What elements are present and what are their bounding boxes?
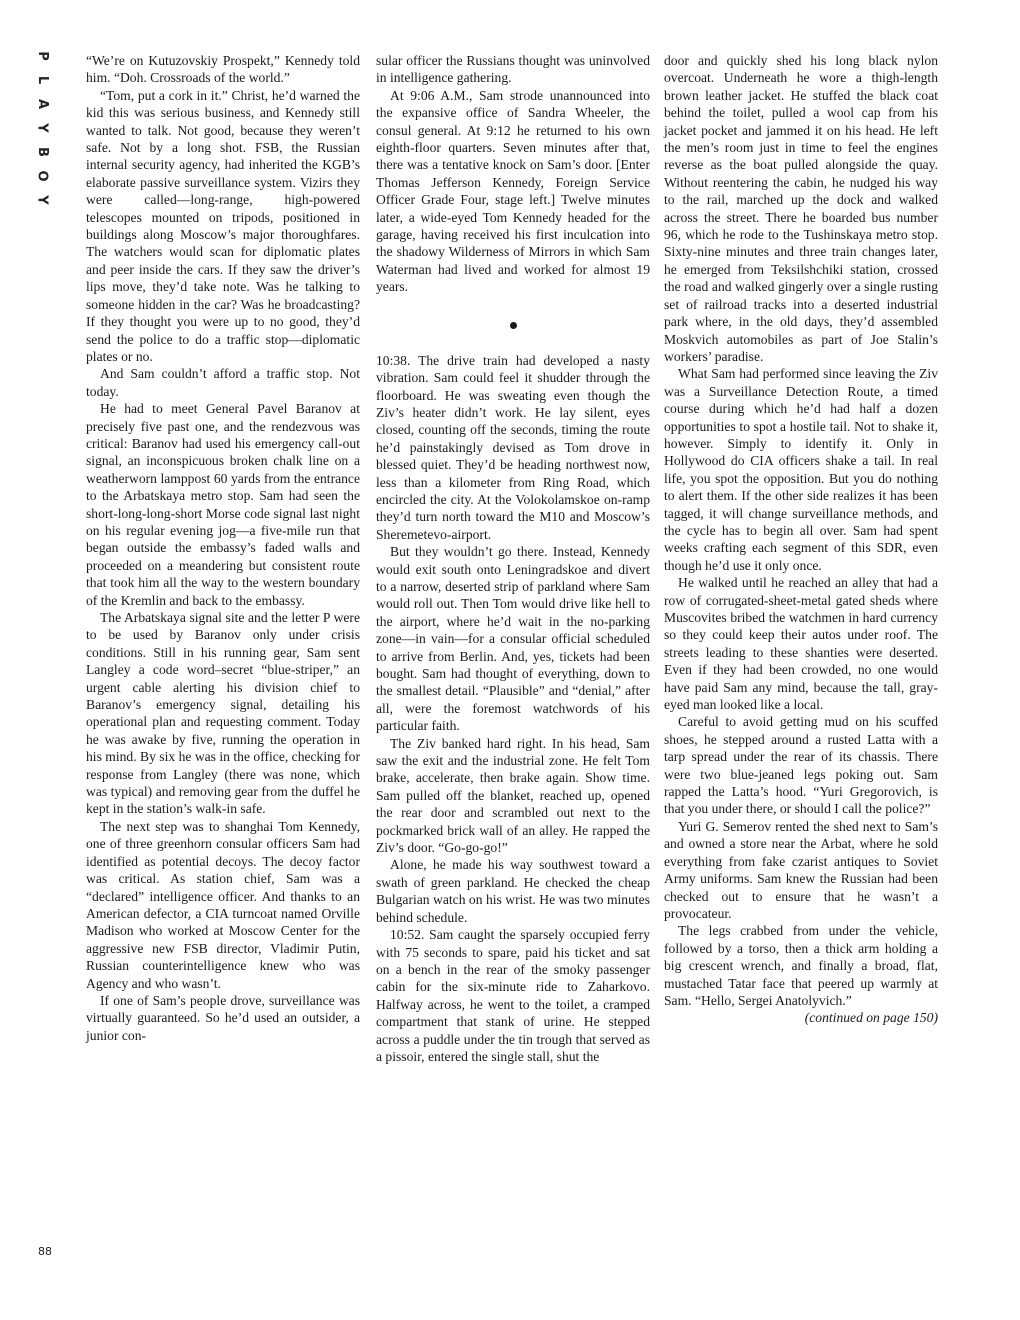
paragraph: What Sam had performed since leaving the Ziv was a Surveillance Detection Route, a timed course during which he’d had half a dozen opportunities to spot a hostile tail. Not to shake it, however. Simply to identify it. Only in Hollywood do CIA officers shake a tail. In real life, you spot the opposition. But you do nothing to alert them. If the other side realizes it has been tagged, it will change surveillance methods, and the cycle has to begin all over. Sam had spent weeks crafting each segment of this SDR, even though he’d use it only once. xyxy=(664,366,938,573)
continued-note: (continued on page 150) xyxy=(804,1010,938,1026)
paragraph: He had to meet General Pavel Baranov at precisely five past one, and the rendezvous was critical: Baranov had used his emergency call-out signal, an inconspicuous broken chalk line on a weatherworn lamppost 60 yards from the entrance to the Arbatskaya metro stop. Sam had seen the short-long-long-short Morse code signal last night on his regular evening jog—a five-mile run that began outside the embassy’s faded walls and proceeded on a meandering but consistent route that took him all the way to the western boundary of the Kremlin and back to the embassy. xyxy=(86,401,360,608)
text-column-3 xyxy=(664,52,938,1027)
paragraph: Yuri G. Semerov rented the shed next to Sam’s and owned a store near the Arbat, where he sold everything from fake czarist antiques to Soviet Army uniforms. Sam knew the Russian had been checked out to ensure that he wasn’t a provocateur. xyxy=(664,818,938,921)
paragraph: But they wouldn’t go there. Instead, Kennedy would exit south onto Leningradskoe and divert to a narrow, deserted strip of parkland where Sam would roll out. Then Tom would drive like hell to the airport, where he’d wait in the no-parking zone—in vain—for a consular official scheduled to arrive from Berlin. And, yes, tickets had been bought. Sam had thought of everything, down to the smallest detail. “Plausible” and “denial,” after all, were the foremost watchwords of his particular faith. xyxy=(376,544,650,734)
page-number: 88 xyxy=(38,1245,52,1258)
text-column-2 xyxy=(376,52,650,1065)
paragraph: If one of Sam’s people drove, surveillance was virtually guaranteed. So he’d used an outsider, a junior con- xyxy=(86,992,360,1043)
paragraph: At 9:06 A.M., Sam strode unannounced into the expansive office of Sandra Wheeler, the consul general. At 9:12 he returned to his own eighth-floor quarters. Seven minutes after that, there was a tentative knock on Sam’s door. [Enter Thomas Jefferson Kennedy, Foreign Service Officer Grade Four, stage left.] Twelve minutes later, a wide-eyed Tom Kennedy headed for the garage, having received his first inculcation into the shadowy Wilderness of Mirrors in which Sam Waterman had lived and worked for almost 19 years. xyxy=(376,87,650,295)
paragraph: 10:38. The drive train had developed a nasty vibration. Sam could feel it shudder through the floorboard. He was sweating even though the Ziv’s heater didn’t work. He lay silent, eyes closed, counting off the seconds, timing the route he’d painstakingly devised as Tom drove in blessed quiet. They’d be heading northwest now, less than a kilometer from Ring Road, which encircled the city. At the Volokolamskoe on-ramp they’d turn north toward the M10 and Moscow’s Sheremetevo-airport. xyxy=(376,352,650,542)
running-head-letter: A xyxy=(35,98,50,110)
paragraph: door and quickly shed his long black nylon overcoat. Underneath he wore a thigh-length brown leather jacket. He stuffed the black coat behind the toilet, pulled a wool cap from his jacket pocket and jammed it on his head. He left the men’s room just in time to feel the engines reverse as the boat pulled alongside the quay. Without reentering the cabin, he nudged his way to the rail, marched up the dock and walked across the street. There he boarded bus number 96, which he rode to the Tushinskaya metro stop. Sixty-nine minutes and three train changes later, he emerged from Teksilshchiki station, crossed the road and walked gingerly over a single rusting set of railroad tracks into a deserted industrial park where, in the old days, they’d assembled Moskvich automobiles as part of Joe Stalin’s workers’ paradise. xyxy=(664,53,938,364)
section-break xyxy=(376,320,650,330)
running-head xyxy=(34,44,50,212)
text-column-1 xyxy=(86,52,360,1044)
running-head-letter: O xyxy=(35,170,50,182)
paragraph: “Tom, put a cork in it.” Christ, he’d warned the kid this was serious business, and Kennedy still wanted to talk. Not good, because they weren’t safe. Not by a long shot. FSB, the Russian internal security agency, had inherited the KGB’s elaborate passive surveillance system. Vizirs they were called—long-range, high-powered telescopes mounted on tripods, positioned in buildings along Moscow’s major thoroughfares. The watchers would scan for diplomatic plates and peer inside the cars. If they saw the driver’s lips move, they’d take note. Was he talking to someone hidden in the car? Was he broadcasting? If they thought you were up to no good, they’d send the police to do a traffic stop—diplomatic plates or no. xyxy=(86,87,360,364)
paragraph: The legs crabbed from under the vehicle, followed by a torso, then a thick arm holding a big crescent wrench, and finally a broad, flat, mustached Tatar face that peered up warmly at Sam. “Hello, Sergei Anatolyvich.” xyxy=(664,923,938,1008)
paragraph: “We’re on Kutuzovskiy Prospekt,” Kennedy told him. “Doh. Crossroads of the world.” xyxy=(86,53,360,86)
running-head-letter: B xyxy=(34,147,50,157)
paragraph: The Ziv banked hard right. In his head, Sam saw the exit and the industrial zone. He felt Tom brake, accelerate, then brake again. Show time. Sam pulled off the blanket, reached up, opened the rear door and scrambled out next to the pockmarked brick wall of an alley. He rapped the Ziv’s door. “Go-go-go!” xyxy=(376,735,650,856)
paragraph: The next step was to shanghai Tom Kennedy, one of three greenhorn consular officers Sam had identified as potential decoys. The decoy factor was critical. As station chief, Sam was a “declared” intelligence officer. And thanks to an American defector, a CIA turncoat named Orville Madison who worked at Moscow Center for the aggressive new FSB director, Vladimir Putin, Russian counterintelligence knew who was Agency and who wasn’t. xyxy=(86,818,360,991)
bullet-ornament-icon xyxy=(510,322,517,329)
running-head-letter: L xyxy=(34,75,50,85)
running-head-letter: Y xyxy=(34,195,50,205)
running-head-letter: Y xyxy=(34,123,50,133)
paragraph: Alone, he made his way southwest toward a swath of green parkland. He checked the cheap Bulgarian watch on his wrist. He was two minutes behind schedule. xyxy=(376,857,650,925)
paragraph: The Arbatskaya signal site and the letter P were to be used by Baranov only under crisis conditions. Still in his running gear, Sam sent Langley a code word–secret “blue-striper,” an urgent cable alerting his division chief to Baranov’s emergency signal, detailing his operational plan and requesting comment. Today he was awake by five, running the operation in his mind. By six he was in the office, checking for response from Langley (there was none, which was typical) and removing gear from the duffel he kept in the station’s walk-in safe. xyxy=(86,610,360,817)
paragraph: He walked until he reached an alley that had a row of corrugated-sheet-metal gated sheds where Muscovites bribed the watchmen in hard currency so they could keep their autos under roof. The streets leading to these shanties were deserted. Even if they had been crowded, no one would have paid Sam any mind, because the tall, gray-eyed man looked like a local. xyxy=(664,575,938,713)
running-head-letter: P xyxy=(35,51,50,61)
paragraph: sular officer the Russians thought was uninvolved in intelligence gathering. xyxy=(376,53,650,86)
paragraph: Careful to avoid getting mud on his scuffed shoes, he stepped around a rusted Latta with a tarp spread under the rear of its chassis. There were two blue-jeaned legs poking out. Sam rapped the Latta’s hood. “Yuri Gregorovich, is that you under there, or should I call the police?” xyxy=(664,714,938,817)
paragraph: And Sam couldn’t afford a traffic stop. Not today. xyxy=(86,366,360,399)
paragraph: 10:52. Sam caught the sparsely occupied ferry with 75 seconds to spare, paid his ticket and sat on a bench in the rear of the smoky passenger cabin for the six-minute ride to Zaharkovo. Halfway across, he went to the toilet, a cramped compartment that stank of urine. He stepped across a puddle under the tin trough that served as a pissoir, entered the single stall, shut the xyxy=(376,927,650,1064)
